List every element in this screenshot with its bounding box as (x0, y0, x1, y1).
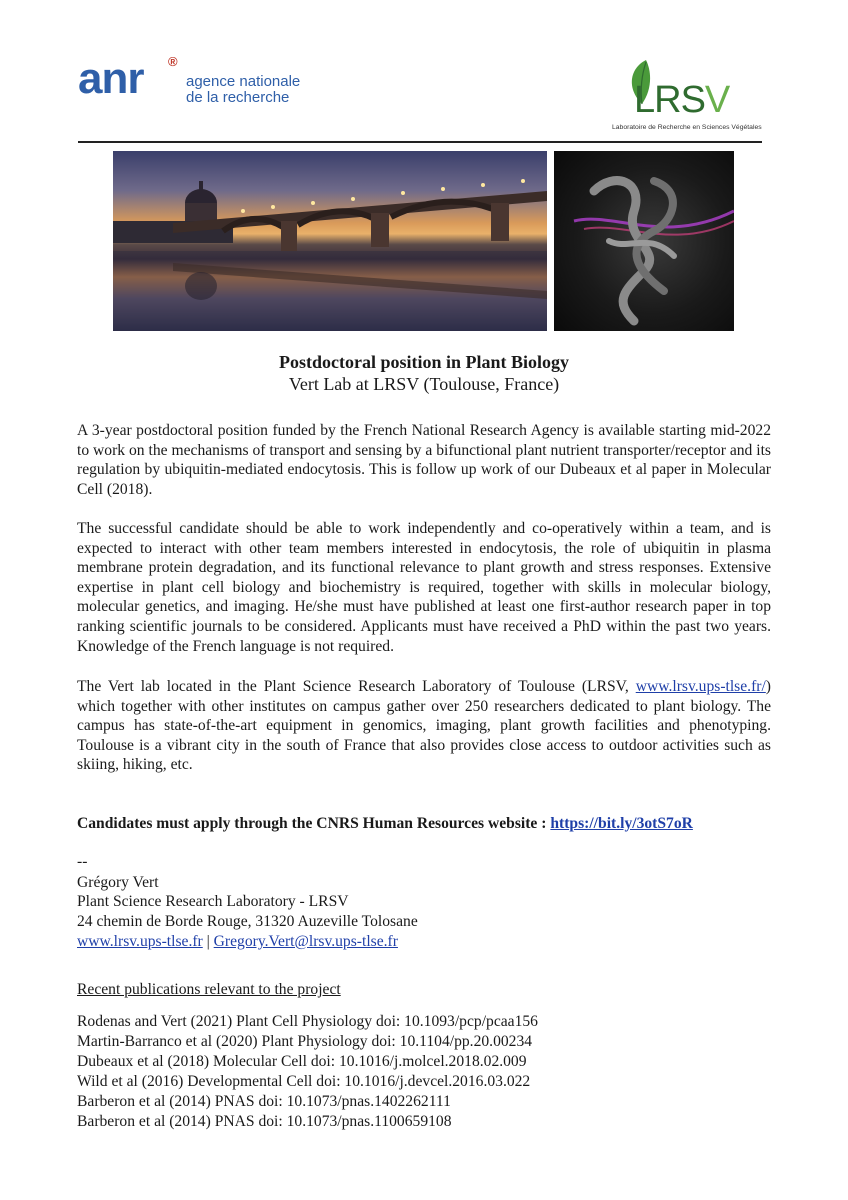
paragraph-lab-text-start: The Vert lab located in the Plant Science Research Laboratory of Toulouse (LRSV, (77, 678, 636, 695)
header-divider (78, 141, 762, 143)
apply-link[interactable]: https://bit.ly/3otS7oR (550, 815, 693, 832)
anr-logo-text (186, 74, 300, 106)
publications-list (77, 1012, 538, 1132)
apply-instructions (77, 815, 693, 833)
signature-divider: | (202, 933, 214, 950)
paragraph-position-description: A 3-year postdoctoral position funded by the French National Research Agency is available starting mid-2022 to work on the mechanisms of transport and sensing by a bifunctional plant nutrient transporter/receptor and its regulation by ubiquitin-mediated endocytosis. This is follow up work of our Dubeaux et al paper in Molecular Cell (2018). (77, 422, 771, 498)
signature-address: 24 chemin de Borde Rouge, 31320 Auzeville Tolosane (77, 913, 418, 930)
anr-logo (78, 54, 308, 114)
apply-text: Candidates must apply through the CNRS Human Resources website : (77, 815, 551, 832)
publication-item: Martin-Barranco et al (2020) Plant Physiology doi: 10.1104/pp.20.00234 (77, 1033, 533, 1050)
protein-structure-image (554, 151, 734, 331)
lrsv-logo-letters (634, 80, 729, 120)
lrsv-logo (612, 58, 762, 138)
publications-heading: Recent publications relevant to the project (77, 981, 341, 998)
toulouse-bridge-photo (113, 151, 547, 331)
anr-logo-line1: agence nationale (186, 73, 301, 90)
anr-registered-mark: ® (168, 54, 178, 69)
anr-logo-mark: anr (78, 54, 144, 103)
paragraph-lab-text-end: ) which together with other institutes on campus gather over 250 researchers dedicated to plant biology. The campus has state-of-the-art equipment in genomics, imaging, plant growth facilities and phenotyping. Toulouse is a vibrant city in the south of France that also provides close access to outdoor activities such as skiing, hiking, etc. (77, 678, 771, 774)
publication-item: Barberon et al (2014) PNAS doi: 10.1073/pnas.1402262111 (77, 1093, 451, 1110)
publication-item: Wild et al (2016) Developmental Cell doi: 10.1016/j.devcel.2016.03.022 (77, 1073, 531, 1090)
signature-links (77, 932, 398, 952)
page-title: Postdoctoral position in Plant Biology (278, 352, 570, 372)
page-subtitle: Vert Lab at LRSV (Toulouse, France) (288, 374, 560, 394)
publication-item: Rodenas and Vert (2021) Plant Cell Physiology doi: 10.1093/pcp/pcaa156 (77, 1013, 538, 1030)
signature-name: Grégory Vert (77, 874, 159, 891)
protein-illustration (554, 151, 734, 331)
signature-website-link[interactable]: www.lrsv.ups-tlse.fr (77, 933, 203, 950)
anr-logo-line2: de la recherche (186, 89, 290, 106)
lrsv-logo-subtitle: Laboratoire de Recherche en Sciences Végétales (612, 124, 762, 131)
signature-separator: -- (77, 853, 88, 870)
bridge-illustration (113, 151, 547, 331)
publication-item: Barberon et al (2014) PNAS doi: 10.1073/pnas.1100659108 (77, 1113, 452, 1130)
signature-lab: Plant Science Research Laboratory - LRSV (77, 893, 349, 910)
paragraph-candidate-requirements: The successful candidate should be able to work independently and co-operatively within a team, and is expected to interact with other team members interested in endocytosis, the role of ubiquitin in plasma membrane protein degradation, and its functional relevance to plant growth and stress responses. Extensive expertise in plant cell biology and biochemistry is required, together with skills in molecular biology, molecular genetics, and imaging. He/she must have published at least one first-author research paper in top ranking scientific journals to be considered. Applicants must have received a PhD within the past two years. Knowledge of the French language is not required. (77, 520, 771, 655)
signature-email-link[interactable]: Gregory.Vert@lrsv.ups-tlse.fr (213, 933, 398, 950)
lrsv-logo-letter-v: V (704, 79, 730, 121)
lrsv-website-link[interactable]: www.lrsv.ups-tlse.fr/ (635, 678, 766, 695)
lrsv-logo-letters-main: LRS (634, 79, 705, 121)
publication-item: Dubeaux et al (2018) Molecular Cell doi: 10.1016/j.molcel.2018.02.009 (77, 1053, 527, 1070)
paragraph-lab-description (77, 677, 771, 775)
